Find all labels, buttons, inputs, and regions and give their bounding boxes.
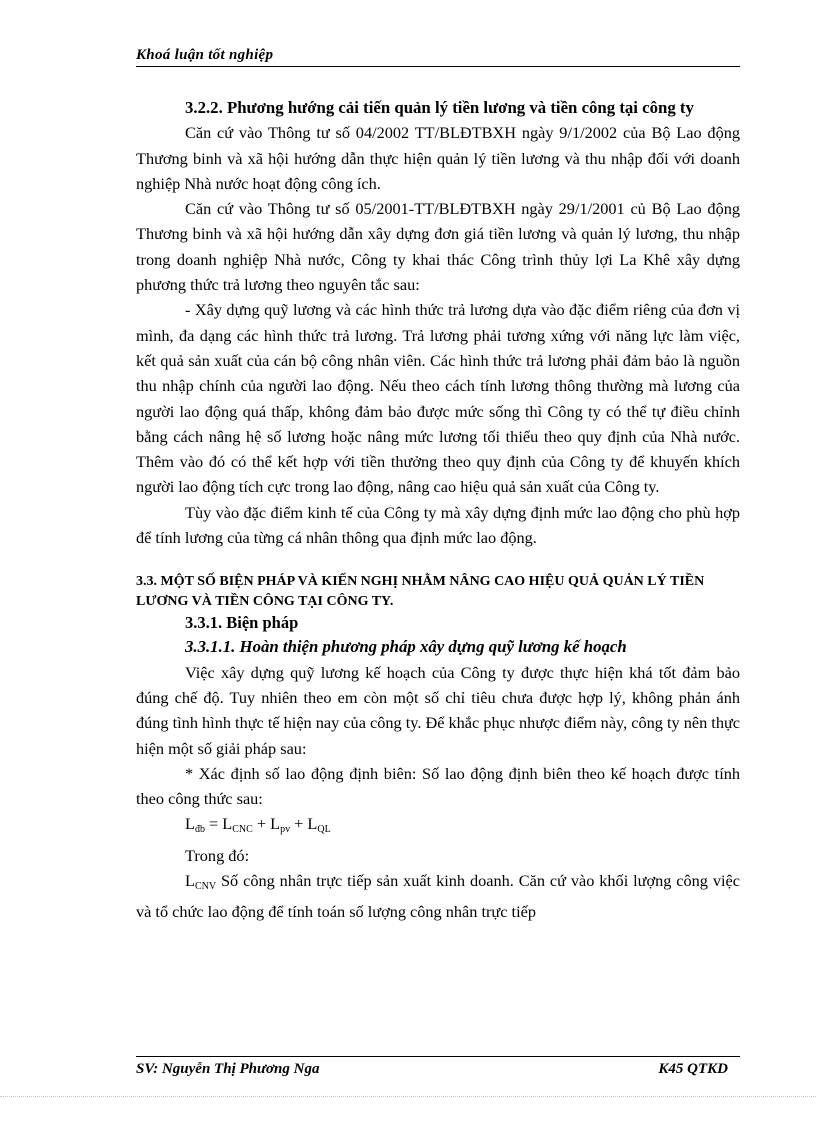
paragraph: - Xây dựng quỹ lương và các hình thức trả lương dựa vào đặc điểm riêng của đơn vị mình, đa dạng các hình thức trả lương. Trả lương phải tương xứng với năng lực làm việc, kết quả sản xuất của cán bộ công nhân viên. Các hình thức trả lương phải đảm bảo là nguồn thu nhập chính của người lao động. Nếu theo cách tính lương thông thường mà lương của người lao động quá thấp, không đảm bảo được mức sống thì Công ty có thể tự điều chỉnh bằng cách nâng hệ số lương hoặc nâng mức lương tối thiểu theo quy định của Nhà nước. Thêm vào đó có thể kết hợp với tiền thưởng theo quy định của Công ty để khuyến khích người lao động tích cực trong lao động, nâng cao hiệu quả sản xuất của Công ty. [136,300,740,497]
section-3-3-1-heading: 3.3.1. Biện pháp [185,613,299,633]
paragraph: $L_{CNV}$ Số công nhân trực tiếp sản xuất kinh doanh. Căn cứ vào khối lượng công việc và tổ chức lao động để tính toán số lượng công nhân trực tiếp [136,871,740,922]
paragraph: Căn cứ vào Thông tư số 05/2001-TT/BLĐTBXH ngày 29/1/2001 củ Bộ Lao động Thương binh và xã hội hướng dẫn xây dựng đơn giá tiền lương và quản lý lương, thu nhập trong doanh nghiệp Nhà nước, Công ty khai thác Công trình thủy lợi La Khê xây dựng phương thức trả lương theo nguyên tắc sau: [136,199,740,295]
section-3-3-heading: 3.3. MỘT SỐ BIỆN PHÁP VÀ KIẾN NGHỊ NHẰM NÂNG CAO HIỆU QUẢ QUẢN LÝ TIỀN LƯƠNG VÀ TIỀN CÔNG TẠI CÔNG TY. [136,574,705,610]
paragraph: Căn cứ vào Thông tư số 04/2002 TT/BLĐTBXH ngày 9/1/2002 của Bộ Lao động Thương binh và xã hội hướng dẫn thực hiện quản lý tiền lương và thu nhập đối với doanh nghiệp Nhà nước hoạt động công ích. [136,123,740,193]
paragraph: Tùy vào đặc điểm kinh tế của Công ty mà xây dựng định mức lao động cho phù hợp để tính lương của từng cá nhân thông qua định mức lao động. [136,502,740,548]
section-3-3-1-1-heading: 3.3.1.1. Hoàn thiện phương pháp xây dựng quỹ lương kế hoạch [185,637,627,657]
page-footer [136,1056,740,1077]
labor-formula: $L_{đb} = L_{CNC} + L_{pv} + L_{QL}$ [185,814,331,836]
section-3-2-2-heading: 3.2.2. Phương hướng cải tiến quản lý tiền lương và tiền công tại công ty [185,98,694,117]
paragraph: * Xác định số lao động định biên: Số lao động định biên theo kế hoạch được tính theo công thức sau: [136,763,740,809]
where-label: Trong đó: [185,845,250,865]
paragraph: Việc xây dựng quỹ lương kế hoạch của Công ty được thực hiện khá tốt đảm bảo đúng chế độ. Tuy nhiên theo em còn một số chỉ tiêu chưa được hợp lý, không phản ánh đúng tình hình thực tế hiện nay của công ty. Để khắc phục nhược điểm này, công ty nên thực hiện một số giải pháp sau: [136,662,741,758]
footer-class: K45 QTKD [658,1061,728,1077]
page-bottom-divider [0,1096,816,1097]
document-body [136,95,740,925]
header-title: Khoá luận tốt nghiệp [136,47,274,63]
footer-author: SV: Nguyễn Thị Phương Nga [136,1061,320,1077]
page-header [136,46,740,67]
